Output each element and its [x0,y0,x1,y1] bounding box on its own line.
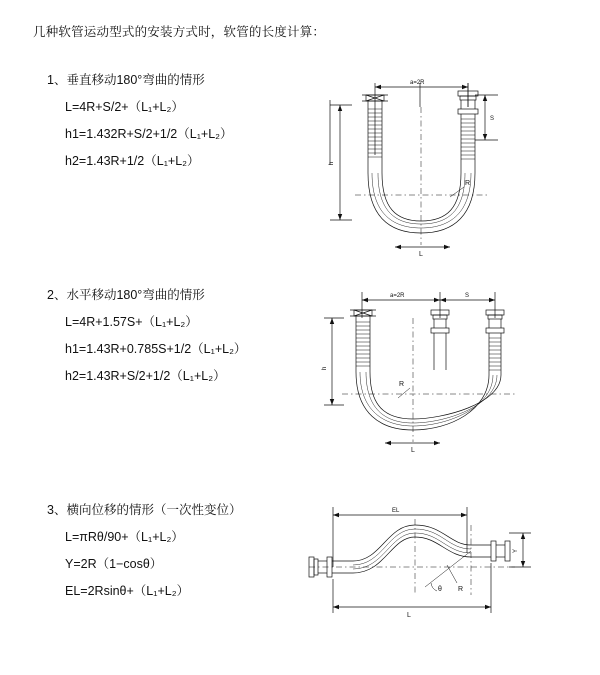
section-1-title-text: 垂直移动180°弯曲的情形 [66,73,205,87]
dim-h: h [329,161,335,165]
dim-s: S [465,293,470,299]
dim-s: S [490,116,495,122]
dim-a-2r: a=2R [390,293,405,299]
label-l: L [411,447,415,454]
section-1-formula-1: L=4R+S/2+（L₁+L₂） [65,100,184,114]
dim-el: EL [392,508,400,514]
dim-a-2r: a=2R [410,80,425,86]
section-3-formula-3: EL=2Rsinθ+（L₁+L₂） [65,584,190,598]
section-3-title [47,500,297,518]
horizontal-180-bend-drawing [300,280,550,460]
section-3-index: 3、 [47,503,67,517]
section-2-formula-1: L=4R+1.57S+（L₁+L₂） [65,315,198,329]
section-2-formula-3: h2=1.43R+S/2+1/2（L₁+L₂） [65,369,226,383]
section-1-formula-2: h1=1.432R+S/2+1/2（L₁+L₂） [65,127,233,141]
section-1-formula-3: h2=1.43R+1/2（L₁+L₂） [65,154,200,168]
section-2-index: 2、 [47,288,67,302]
section-1-title [47,70,297,88]
lateral-offset-drawing [295,495,545,635]
section-3-formula-2: Y=2R（1−cosθ） [65,557,163,571]
label-radius: R [458,586,464,593]
section-3-formula-1: L=πRθ/90+（L₁+L₂） [65,530,184,544]
label-theta: θ [438,586,442,593]
section-vertical-180 [0,70,600,270]
page-title: 几种软管运动型式的安装方式时，软管的长度计算： [33,25,326,39]
section-3-title-text: 横向位移的情形（一次性变位） [66,503,242,517]
label-radius: R [399,381,405,388]
vertical-180-bend-drawing [300,65,550,265]
section-1-text [47,70,297,178]
section-3-text [47,500,297,608]
label-radius: R [465,180,471,187]
section-2-formula-2: h1=1.43R+0.785S+1/2（L₁+L₂） [65,342,247,356]
section-2-title-text: 水平移动180°弯曲的情形 [66,288,205,302]
dim-h: h [322,366,328,370]
label-l: L [407,612,411,619]
section-1-index: 1、 [47,73,67,87]
label-l: L [419,251,423,258]
section-2-title [47,285,297,303]
figure-lateral-offset [295,495,545,635]
figure-vertical-180 [300,65,550,265]
section-2-text [47,285,297,393]
section-horizontal-180 [0,285,600,470]
dim-y: Y [513,548,519,553]
section-lateral-offset [0,500,600,650]
figure-horizontal-180 [300,280,550,460]
